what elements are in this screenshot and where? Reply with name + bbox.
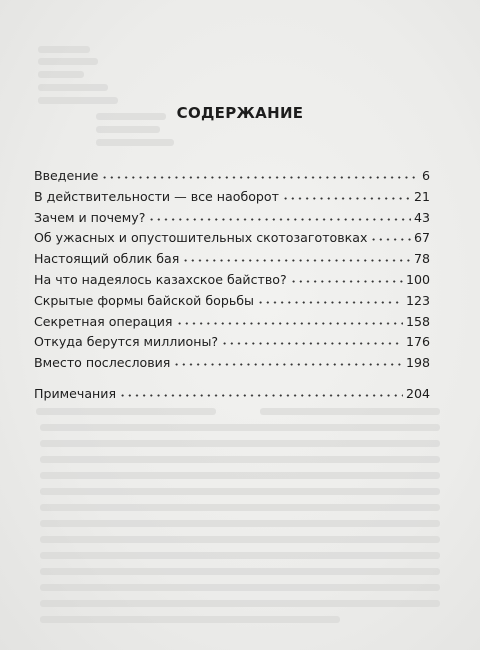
dot-leader — [290, 271, 403, 283]
show-through-text — [260, 408, 440, 415]
show-through-text — [36, 408, 216, 415]
toc-entry-title: Секретная операция — [34, 313, 173, 329]
toc-entry-title: Введение — [34, 168, 99, 183]
toc-entry-title: Примечания — [34, 385, 117, 401]
dot-leader — [182, 250, 411, 262]
toc-entry[interactable] — [34, 314, 430, 335]
toc-entry[interactable] — [34, 272, 430, 293]
page-title: СОДЕРЖАНИЕ — [176, 104, 304, 122]
toc-entry[interactable] — [34, 189, 430, 210]
toc-entry-title: В действительности — все наоборот — [34, 188, 279, 204]
table-of-contents — [34, 168, 430, 407]
dot-leader — [282, 188, 411, 200]
show-through-text — [40, 504, 440, 511]
show-through-text — [40, 600, 440, 607]
dot-leader — [148, 209, 411, 221]
dot-leader — [173, 354, 403, 366]
toc-entry[interactable] — [34, 251, 430, 272]
dot-leader — [119, 385, 403, 397]
show-through-text — [40, 424, 440, 431]
toc-entry-title: Откуда берутся миллионы? — [34, 334, 219, 350]
toc-entry-page: 198 — [405, 355, 430, 371]
toc-entry-title: Зачем и почему? — [34, 209, 146, 225]
show-through-text — [38, 71, 84, 78]
show-through-text — [40, 536, 440, 543]
show-through-text — [38, 46, 90, 53]
toc-entry-title: Об ужасных и опустошительных скотозаготовках — [34, 230, 368, 246]
dot-leader — [257, 292, 403, 304]
toc-entry-page: 43 — [413, 209, 430, 225]
toc-entry-page: 21 — [413, 188, 430, 204]
show-through-text — [40, 552, 440, 559]
toc-entry[interactable] — [34, 293, 430, 314]
dot-leader — [176, 313, 403, 325]
toc-entry-title: Вместо послесловия — [34, 355, 171, 371]
show-through-text — [40, 440, 440, 447]
show-through-text — [40, 472, 440, 479]
toc-entry[interactable] — [34, 334, 430, 355]
toc-entry[interactable] — [34, 168, 430, 189]
toc-entry-title: Настоящий облик бая — [34, 251, 180, 267]
toc-entry-title: На что надеялось казахское байство? — [34, 271, 287, 287]
show-through-text — [38, 84, 108, 91]
toc-entry-page: 67 — [413, 230, 430, 246]
toc-entry-page: 78 — [413, 251, 430, 267]
toc-entry[interactable] — [34, 230, 430, 251]
show-through-text — [38, 58, 98, 65]
show-through-text — [40, 456, 440, 463]
toc-entry-page: 204 — [405, 385, 430, 401]
toc-entry-page: 123 — [405, 292, 430, 308]
toc-entry[interactable] — [34, 210, 430, 231]
toc-entry-page: 176 — [405, 334, 430, 350]
show-through-text — [40, 616, 340, 623]
toc-entry[interactable] — [34, 355, 430, 376]
toc-entry-page: 100 — [405, 271, 430, 287]
show-through-text — [40, 568, 440, 575]
show-through-text — [38, 97, 118, 104]
toc-entry-title: Скрытые формы байской борьбы — [34, 292, 254, 308]
show-through-text — [40, 520, 440, 527]
dot-leader — [101, 167, 419, 179]
dot-leader — [221, 333, 403, 345]
toc-entry-page: 6 — [421, 168, 430, 183]
toc-entry-page: 158 — [405, 313, 430, 329]
show-through-text — [40, 584, 440, 591]
toc-entry[interactable] — [34, 386, 430, 407]
show-through-text — [96, 126, 160, 133]
show-through-text — [40, 488, 440, 495]
show-through-text — [96, 139, 174, 146]
dot-leader — [370, 229, 411, 241]
